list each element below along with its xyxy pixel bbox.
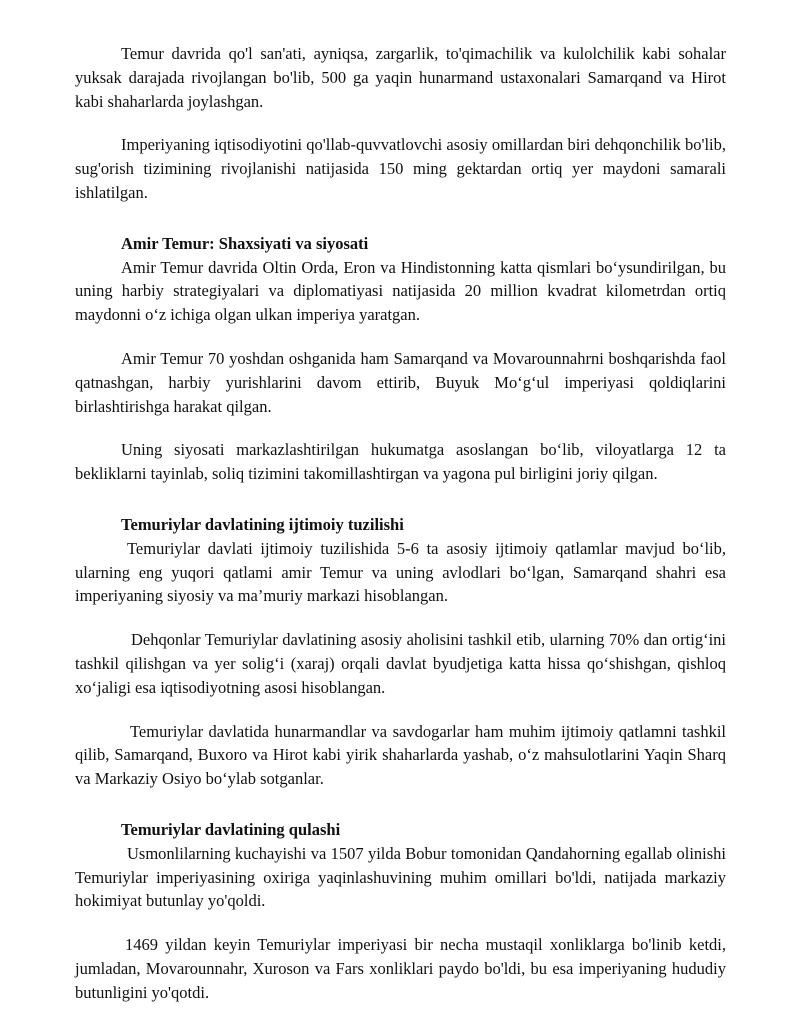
paragraph-peasants: Dehqonlar Temuriylar davlatining asosiy aholisini tashkil etib, ularning 70% dan ortig‘ini tashkil qilishgan va yer solig‘i (xaraj) orqali davlat byudjetiga katta hissa qo‘shishgan, qishloq xo‘jaligi esa iqtisodiyotning asosi hisoblangan. [75, 630, 726, 697]
section-heading-collapse: Temuriylar davlatining qulashi [121, 819, 341, 839]
paragraph-agriculture: Imperiyaning iqtisodiyotini qo'llab-quvvatlovchi asosiy omillardan biri dehqonchilik bo'lib, sug'orish tizimining rivojlanishi natijasida 150 ming gektardan ortiq yer maydoni samarali ishlatilgan. [75, 135, 726, 202]
paragraph-ottoman-rise: Usmonlilarning kuchayishi va 1507 yilda Bobur tomonidan Qandahorning egallab olinishi Temuriylar imperiyasining oxiriga yaqinlashuvining muhim omillari bo'ldi, natijada markaziy hokimiyat butunlay yo'qoldi. [75, 843, 726, 911]
paragraph-governance-age: Amir Temur 70 yoshdan oshganida ham Samarqand va Movarounnahrni boshqarishda faol qatnashgan, harbiy yurishlarini davom ettirib, Buyuk Mo‘g‘ul imperiyasi qoldiqlarini birlashtirishga harakat qilgan. [75, 348, 726, 416]
paragraph-crafts: Temur davrida qo'l san'ati, ayniqsa, zargarlik, to'qimachilik va kulolchilik kabi sohalar yuksak darajada rivojlangan bo'lib, 500 ga yaqin hunarmand ustaxonalari Samarqand va Hirot kabi shaharlarda joylashgan. [75, 44, 726, 111]
paragraph-artisans: Temuriylar davlatida hunarmandlar va savdogarlar ham muhim ijtimoiy qatlamni tashkil qilib, Samarqand, Buxoro va Hirot kabi yirik shaharlarda yashab, o‘z mahsulotlarini Yaqin Sharq va Markaziy Osiyo bo‘ylab sotganlar. [75, 721, 726, 789]
paragraph-fragmentation: 1469 yildan keyin Temuriylar imperiyasi bir necha mustaqil xonliklarga bo'linib ketdi, jumladan, Movarounnahr, Xuroson va Fars xonliklari paydo bo'ldi, bu esa imperiyaning hududiy butunligini yo'qotdi. [75, 935, 726, 1002]
section-heading-personality: Amir Temur: Shaxsiyati va siyosati [121, 233, 369, 253]
paragraph-policy: Uning siyosati markazlashtirilgan hukumatga asoslangan bo‘lib, viloyatlarga 12 ta bekliklarni tayinlab, soliq tizimini takomillashtirgan va yagona pul birligini joriy qilgan. [75, 440, 726, 484]
paragraph-conquests: Amir Temur davrida Oltin Orda, Eron va Hindistonning katta qismlari bo‘ysundirilgan, bu uning harbiy strategiyalari va diplomatiyasi natijasida 20 million kvadrat kilometrdan ortiq maydonni o‘z ichiga olgan ulkan imperiya yaratgan. [75, 257, 726, 325]
section-heading-social-structure: Temuriylar davlatining ijtimoiy tuzilishi [121, 514, 404, 534]
paragraph-social-layers: Temuriylar davlati ijtimoiy tuzilishida 5-6 ta asosiy ijtimoiy qatlamlar mavjud bo‘lib, ularning eng yuqori qatlami amir Temur va uning avlodlari bo‘lgan, Samarqand shahri esa imperiyaning siyosiy va ma’muriy markazi hisoblangan. [75, 538, 726, 606]
